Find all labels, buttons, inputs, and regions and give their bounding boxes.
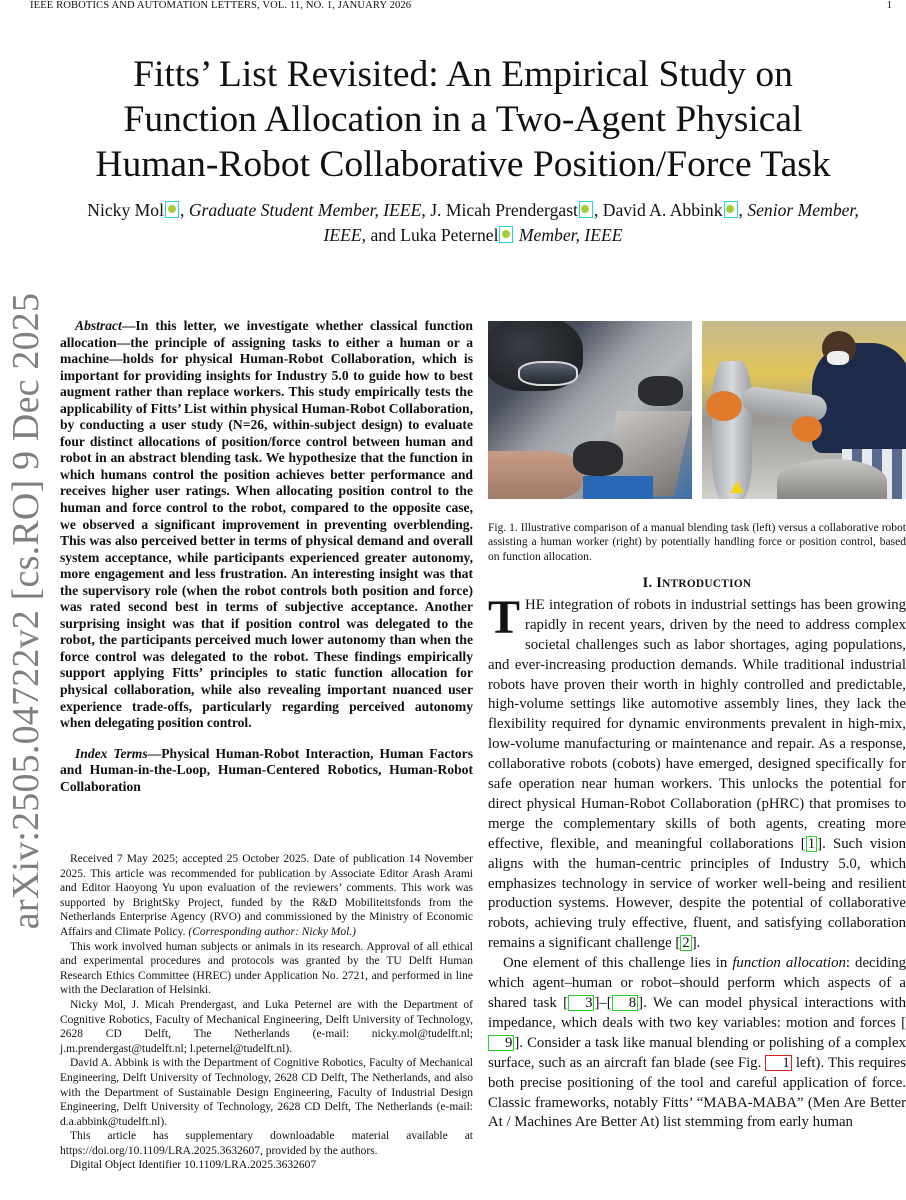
arxiv-stamp	[3, 292, 49, 930]
author-role-continued: IEEE	[323, 225, 362, 245]
footnotes	[60, 852, 473, 1173]
figure-caption: Fig. 1. Illustrative comparison of a manual blending task (left) versus a collaborative robot assisting a human worker (right) by potentially handling force or position control, based on function allocation.	[488, 522, 906, 563]
paper-title	[40, 52, 886, 187]
abstract-text: —In this letter, we investigate whether classical function allocation—the principle of assigning tasks to either a human or a machine—holds for physical Human-Robot Collaboration, which is important for providing insights for Industry 5.0 to guide how to best augment rather than replace workers. This study empirically tests the applicability of Fitts’ List within physical Human-Robot Collaboration, by conducting a user study (N=26, within-subject design) to evaluate four distinct allocations of position/force control between human and robot in an abstract blending task. We hypothesize that the function in which humans control the position achieves better performance and receives higher user ratings. When allocating position control to the human and force control to the robot, compared to the opposite case, we observed a significant improvement in preventing overblending. This was also perceived better in terms of physical demand and overall system acceptance, while participants experienced greater autonomy, more engagement and less frustration. An interesting insight was that the supervisory role (when the robot controls both position and force) was rated second best in terms of subjective acceptance. Another surprising insight was that if position control was delegated to the robot, the participants perceived much lower autonomy than when the force control was delegated to the robot. These findings empirically support applying Fitts’ principles to static function allocation for physical collaboration, while also revealing important nuanced user experience trade-offs, particularly regarding perceived autonomy when delegating position control.	[60, 318, 473, 731]
orcid-icon[interactable]	[579, 201, 593, 218]
author-name: David A. Abbink	[602, 200, 723, 220]
citation-link[interactable]: 8	[612, 995, 638, 1011]
citation-link[interactable]: 9	[488, 1035, 514, 1051]
author-role: Member, IEEE	[518, 225, 623, 245]
orcid-icon[interactable]	[165, 201, 179, 218]
page-number: 1	[886, 0, 892, 11]
abstract	[60, 318, 473, 732]
title-line-2: Function Allocation in a Two-Agent Physical	[123, 99, 803, 140]
citation-link[interactable]: 1	[807, 835, 816, 852]
arxiv-identifier: arXiv:2505.04722v2 [cs.RO] 9 Dec 2025	[5, 292, 47, 930]
emphasis: function allocation	[732, 955, 846, 972]
index-terms-text: —Physical Human-Robot Interaction, Human Factors and Human-in-the-Loop, Human-Centered Robotics, Human-Robot Collaboration	[60, 745, 473, 794]
author-name: J. Micah Prendergast	[430, 200, 578, 220]
index-terms	[60, 746, 473, 796]
footnote-doi: Digital Object Identifier 10.1109/LRA.2025.3632607	[70, 1159, 317, 1172]
introduction-body	[488, 590, 906, 1133]
left-column	[60, 318, 473, 795]
cobot-assisting-worker-photo	[702, 321, 906, 499]
orcid-icon[interactable]	[724, 201, 738, 218]
section-heading-introduction: I. INTRODUCTION	[642, 574, 752, 591]
citation-link[interactable]: 2	[682, 935, 690, 952]
warning-sign-icon	[730, 481, 744, 493]
title-line-3: Human-Robot Collaborative Position/Force Task	[95, 144, 831, 185]
index-terms-label: Index Terms	[75, 745, 148, 761]
author-role: Senior Member,	[747, 200, 859, 220]
orcid-icon[interactable]	[499, 226, 513, 243]
footnote-received: Received 7 May 2025; accepted 25 October 2025. Date of publication 14 November 2025. This article was recommended for publication by Associate Editor Arash Arami and Editor Haoyong Yu upon evaluation of the reviewers’ comments. This work was supported by BrightSky Project, funded by the R&D Mobiliteitsfonds from the Netherlands Enterprise Agency (RVO) and commissioned by the Ministry of Economic Affairs and Climate Policy. (Corresponding author: Nicky Mol.)	[60, 853, 473, 938]
abstract-label: Abstract	[75, 318, 122, 333]
right-column	[488, 318, 906, 1133]
author-role: Graduate Student Member, IEEE	[188, 200, 422, 220]
figure-reference-link[interactable]: 1	[765, 1055, 791, 1071]
footnote-supplementary: This article has supplementary downloadable material available at https://doi.org/10.1109/LRA.2025.3632607, provided by the authors.	[60, 1130, 473, 1157]
figure-1	[488, 321, 906, 499]
author-name: Nicky Mol	[87, 200, 164, 220]
footnote-affiliation-1: Nicky Mol, J. Micah Prendergast, and Luka Peternel are with the Department of Cognitive Robotics, Faculty of Mechanical Engineering, Delft University of Technology, 2628 CD Delft, The Netherlands (e-mail: nicky.mol@tudelft.nl; j.m.prendergast@tudelft.nl; l.peternel@tudelft.nl).	[60, 998, 473, 1055]
corresponding-author: (Corresponding author: Nicky Mol.)	[188, 925, 356, 938]
author-list: Nicky Mol , Graduate Student Member, IEEE, J. Micah Prendergast , David A. Abbink , Senior Member, IEEE, and Luka Peternel Member, IEEE	[87, 200, 859, 245]
intro-paragraph-2: One element of this challenge lies in function allocation: deciding which agent–human or robot–should perform which aspects of a shared task [ 3 ]–[ 8 ]. We can model physical interactions with impedance, which deals with two key variables: motion and forces [9 ]. Consider a task like manual blending or polishing of a complex surface, such as an aircraft fan blade (see Fig. 1 left). This requires both precise positioning of the tool and careful application of force. Classic frameworks, notably Fitts’ “MABA-MABA” (Men Are Better At / Machines Are Better At) list stemming from early human	[488, 955, 906, 1131]
footnote-ethics: This work involved human subjects or animals in its research. Approval of all ethical and experimental procedures and protocols was granted by the TU Delft Human Research Ethics Committee (HREC) under Application No. 2721, and performed in line with the Declaration of Helsinki.	[60, 940, 473, 997]
journal-name: IEEE ROBOTICS AND AUTOMATION LETTERS, VOL. 11, NO. 1, JANUARY 2026	[30, 0, 412, 11]
title-line-1: Fitts’ List Revisited: An Empirical Study on	[133, 54, 793, 95]
intro-paragraph-1: THE integration of robots in industrial settings has been growing rapidly in recent years, driven by the need to address complex societal challenges such as labor shortages, aging populations, and ever-increasing production demands. While traditional industrial robots have proven their worth in highly controlled and predictable, high-volume settings like automotive assembly lines, they lack the flexibility required for dynamic environments prevalent in high-mix, low-volume manufacturing or maintenance and repair. As a response, collaborative robots (cobots) have emerged, designed specifically for safe operation near human workers. This unlocks the potential for direct physical Human-Robot Collaboration (pHRC) that promises to merge the complementary skills of both agents, creating more effective, flexible, and meaningful collaborations [ 1 ]. Such vision aligns with the human-centric principles of Industry 5.0, which emphasizes technology in service of worker well-being and resilient production systems. However, despite the potential of collaborative robots, achieving truly effective, fluent, and satisfying collaboration remains a significant challenge [ 2 ].	[488, 590, 906, 952]
author-name: Luka Peternel	[400, 225, 499, 245]
footnote-affiliation-2: David A. Abbink is with the Department of Cognitive Robotics, Faculty of Mechanical Engineering, Delft University of Technology, 2628 CD Delft, The Netherlands, and also with the Department of Sustainable Design Engineering, Faculty of Industrial Design Engineering, Delft University of Technology, 2628 CD Delft, The Netherlands (e-mail: d.a.abbink@tudelft.nl).	[60, 1057, 473, 1128]
dropcap: T	[488, 590, 521, 644]
manual-blending-photo	[488, 321, 692, 499]
running-head	[30, 0, 896, 14]
citation-link[interactable]: 3	[568, 995, 594, 1011]
